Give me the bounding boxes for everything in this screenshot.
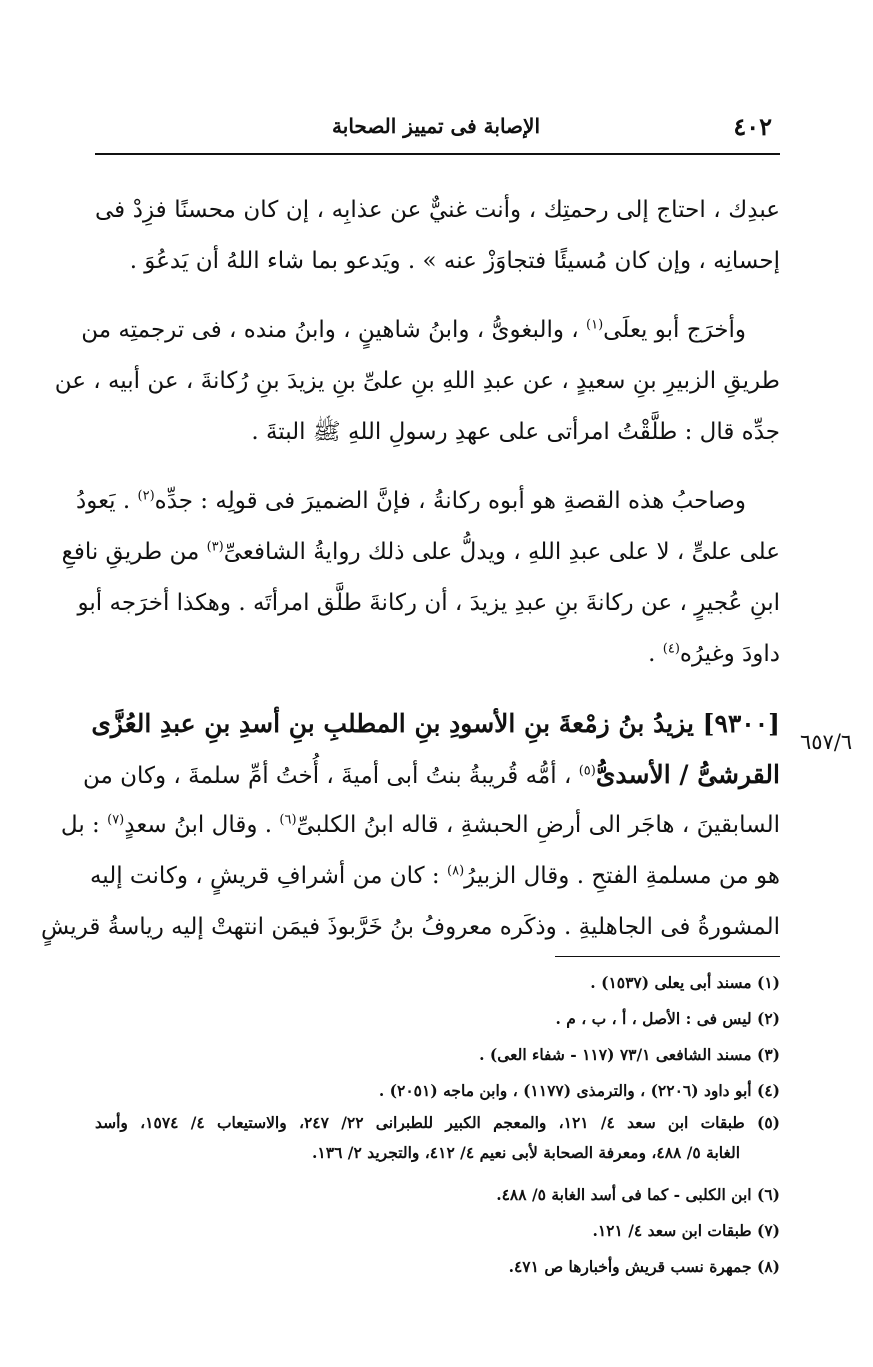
footnote-marker: (٥) [578, 763, 596, 779]
page-header [95, 108, 780, 148]
text-segment: : بل [60, 812, 100, 838]
text-segment: : كان من أشرافِ قريشٍ ، وكانت إليه [89, 863, 440, 889]
text-line: إحسانِه ، وإن كان مُسيئًا فتجاوَزْ عنه » . ويَدعو بما شاء اللهُ أن يَدعُوَ . [129, 248, 780, 274]
footnote-4: (٤) أبو داود (٢٢٠٦) ، والترمذى (١١٧٧) ، وابن ماجه (٢٠٥١) . [378, 1081, 780, 1100]
entry-9300-yazid-ibn-zamah [40, 698, 780, 953]
text-line [75, 476, 780, 527]
text-line [81, 305, 780, 356]
footnote-6: (٦) ابن الكلبى - كما فى أسد الغابة ٥/ ٤٨٨. [496, 1185, 780, 1204]
header-rule [95, 153, 780, 155]
text-segment: ، والبغوىُّ ، وابنُ شاهينٍ ، وابنُ منده ، فى ترجمتِه من [81, 317, 579, 343]
footnote-1: (١) مسند أبى يعلى (١٥٣٧) . [590, 973, 780, 992]
text-segment: من طريقِ نافعِ [61, 539, 200, 565]
paragraph-supplication-end [95, 185, 780, 287]
footnote-5-continuation: الغابة ٥/ ٤٨٨، ومعرفة الصحابة لأبى نعيم ٤/ ٤١٢، والتجريد ٢/ ١٣٦. [312, 1143, 740, 1162]
text-segment: داودَ وغيرُه [679, 641, 780, 667]
paragraph-rukana-story [61, 476, 780, 680]
text-segment: وأخرَج أبو يعلَى [603, 317, 746, 343]
footnote-marker: (٣) [206, 539, 224, 555]
footnote-marker: (٢) [137, 488, 155, 504]
footnote-marker: (٦) [279, 812, 297, 828]
text-line [95, 629, 780, 680]
page-number: ٤٠٢ [733, 112, 772, 141]
text-line: عبدِك ، احتاج إلى رحمتِك ، وأنت غنيٌّ عن عذابِه ، إن كان محسنًا فزِدْ فى [95, 197, 780, 223]
text-segment: السابقينَ ، هاجَر الى أرضِ الحبشةِ ، قاله ابنُ الكلبىِّ [296, 812, 780, 838]
text-segment: . وقال ابنُ سعدٍ [124, 812, 273, 838]
footnote-marker: (٧) [107, 812, 125, 828]
text-line [61, 527, 780, 578]
entry-heading-nisba: القرشىُّ / الأسدىُّ [595, 760, 780, 789]
footnote-separator-rule [555, 956, 780, 957]
footnote-7: (٧) طبقات ابن سعد ٤/ ١٢١. [592, 1221, 780, 1240]
paragraph-abu-yala-report [54, 305, 780, 458]
footnote-marker: (٤) [662, 641, 680, 657]
text-line [60, 800, 780, 851]
footnote-8: (٨) جمهرة نسب قريش وأخبارها ص ٤٧١. [508, 1257, 780, 1276]
text-line: ابنِ عُجيرٍ ، عن ركانةَ بنِ عبدِ يزيدَ ، أن ركانةَ طلَّق امرأتَه . وهكذا أخرَجه أبو [77, 590, 780, 616]
footnote-3: (٣) مسند الشافعى ٧٣/١ (١١٧ - شفاء العى) . [479, 1045, 780, 1064]
text-segment: . [648, 641, 656, 667]
text-segment: وصاحبُ هذه القصةِ هو أبوه ركانةُ ، فإنَّ الضميرَ فى قولِه : جدِّه [154, 488, 746, 514]
text-line: طريقِ الزبيرِ بنِ سعيدٍ ، عن عبدِ اللهِ بنِ علىِّ بنِ يزيدَ بنِ رُكانةَ ، عن أبيه ، عن [54, 368, 780, 394]
text-line: جدِّه قال : طلَّقْتُ امرأتى على عهدِ رسولِ اللهِ ﷺ البتةَ . [251, 419, 780, 445]
text-segment: ، أمُّه قُريبةُ بنتُ أبى أميةَ ، أُختُ أمِّ سلمةَ ، وكان من [82, 763, 572, 789]
text-line [89, 851, 780, 902]
running-title: الإصابة فى تمييز الصحابة [332, 114, 540, 138]
footnotes [95, 965, 780, 1285]
text-segment: على علىٍّ ، لا على عبدِ اللهِ ، ويدلُّ على ذلك روايةُ الشافعىِّ [223, 539, 780, 565]
footnote-marker: (٨) [447, 863, 465, 879]
text-segment: . يَعودُ [75, 488, 131, 514]
main-text [40, 185, 780, 971]
footnote-2: (٢) ليس فى : الأصل ، أ ، ب ، م . [555, 1009, 780, 1028]
footnote-5: (٥) طبقات ابن سعد ٤/ ١٢١، والمعجم الكبير للطبرانى ٢٢/ ٢٤٧، والاستيعاب ٤/ ١٥٧٤، وأسد [95, 1113, 781, 1132]
text-line [82, 749, 780, 800]
text-segment: هو من مسلمةِ الفتحِ . وقال الزبيرُ [464, 863, 780, 889]
entry-heading-line: [٩٣٠٠] يزيدُ بنُ زمْعةَ بنِ الأسودِ بنِ المطلبِ بنِ أسدِ بنِ عبدِ العُزَّى [91, 709, 780, 738]
margin-volume-page-reference: ٦٥٧/٦ [800, 730, 853, 754]
text-line: المشورةُ فى الجاهليةِ . وذكَره معروفُ بنُ خَرَّبوذَ فيمَن انتهتْ إليه رياسةُ قريشٍ [40, 914, 780, 940]
footnote-marker: (١) [586, 317, 604, 333]
